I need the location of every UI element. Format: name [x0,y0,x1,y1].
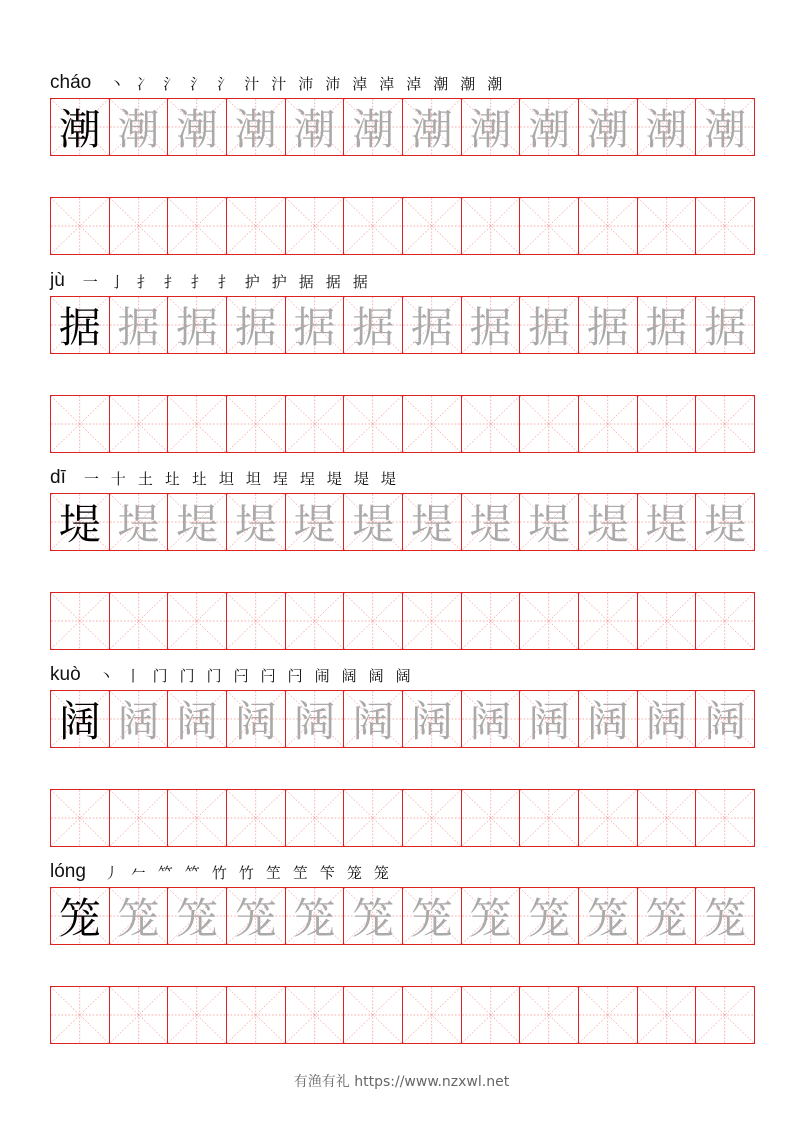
stroke-step: 氵 [190,75,206,93]
grid-cell[interactable] [168,593,227,649]
grid-cell[interactable] [696,396,754,452]
stroke-step: 堤 [353,470,369,488]
grid-cell[interactable] [344,396,403,452]
trace-character: 堤 [528,500,571,549]
grid-cell[interactable] [579,593,638,649]
trace-row [50,98,755,156]
stroke-step: 笼 [346,864,362,882]
trace-character: 笼 [293,894,336,943]
stroke-step: 扌 [163,273,179,291]
trace-row [50,887,755,945]
stroke-step: 一 [82,273,98,291]
grid-cell[interactable] [462,297,521,353]
grid-cell[interactable] [403,987,462,1043]
grid-cell[interactable] [696,790,754,846]
trace-character: 阔 [469,697,512,746]
trace-character: 堤 [469,500,512,549]
trace-character: 潮 [176,105,219,154]
trace-character: 据 [234,303,277,352]
trace-character: 堤 [293,500,336,549]
stroke-step: 土 [137,470,153,488]
grid-cell[interactable] [520,691,579,747]
pinyin: dī [50,467,66,488]
trace-character: 堤 [645,500,688,549]
grid-cell[interactable] [579,987,638,1043]
trace-character: 潮 [704,105,747,154]
grid-cell[interactable] [520,198,579,254]
trace-character: 笼 [645,894,688,943]
grid-cell[interactable] [168,99,227,155]
stroke-step: 扌 [136,273,152,291]
grid-cell[interactable] [286,691,345,747]
grid-cell[interactable] [579,99,638,155]
trace-character: 堤 [352,500,395,549]
grid-cell[interactable] [696,198,754,254]
grid-cell[interactable] [462,99,521,155]
grid-cell[interactable] [344,99,403,155]
trace-character: 潮 [234,105,277,154]
stroke-step: 丿 [103,864,119,882]
pinyin: cháo [50,72,92,93]
grid-cell[interactable] [403,198,462,254]
stroke-step: 门 [206,667,222,685]
trace-character: 据 [410,303,453,352]
stroke-step: 闩 [233,667,249,685]
pinyin: lóng [50,861,86,882]
grid-cell[interactable] [403,494,462,550]
grid-cell[interactable] [168,888,227,944]
grid-cell[interactable] [520,494,579,550]
character-block [50,664,755,847]
grid-cell[interactable] [696,297,754,353]
grid-cell[interactable] [462,494,521,550]
grid-cell[interactable] [403,593,462,649]
trace-character: 阔 [176,697,219,746]
stroke-step: 据 [352,273,368,291]
trace-character: 笼 [469,894,512,943]
grid-cell[interactable] [579,691,638,747]
stroke-step: 笁 [292,864,308,882]
grid-cell[interactable] [110,593,169,649]
grid-cell[interactable] [520,396,579,452]
grid-cell[interactable] [227,691,286,747]
stroke-step: 丶 [98,667,114,685]
grid-cell[interactable] [168,494,227,550]
grid-cell[interactable] [227,99,286,155]
grid-cell[interactable] [110,198,169,254]
grid-cell[interactable] [110,987,169,1043]
stroke-step: 潮 [487,75,503,93]
grid-cell[interactable] [403,691,462,747]
stroke-step: 门 [179,667,195,685]
stroke-order-header [50,461,400,489]
grid-cell[interactable] [462,790,521,846]
trace-character: 阔 [586,697,629,746]
stroke-step: 𥫗 [157,864,173,882]
grid-cell[interactable] [520,593,579,649]
stroke-step: 竹 [238,864,254,882]
grid-cell[interactable] [286,593,345,649]
grid-cell[interactable] [638,790,697,846]
grid-cell[interactable] [696,691,754,747]
grid-cell[interactable] [51,691,110,747]
trace-character: 堤 [117,500,160,549]
grid-cell[interactable] [51,790,110,846]
stroke-step: 𠂉 [130,864,146,882]
grid-cell[interactable] [51,888,110,944]
trace-character: 据 [528,303,571,352]
blank-practice-row [50,789,755,847]
trace-character: 潮 [117,105,160,154]
trace-character: 潮 [410,105,453,154]
trace-row [50,296,755,354]
stroke-step: 阔 [395,667,411,685]
grid-cell[interactable] [227,396,286,452]
stroke-step: 护 [271,273,287,291]
grid-cell[interactable] [51,297,110,353]
grid-cell[interactable] [638,691,697,747]
stroke-step: 闩 [260,667,276,685]
stroke-step: 沛 [325,75,341,93]
trace-character: 笼 [704,894,747,943]
character-block [50,270,755,453]
trace-character: 笼 [176,894,219,943]
blank-practice-row [50,197,755,255]
grid-cell[interactable] [696,888,754,944]
grid-cell[interactable] [520,790,579,846]
stroke-step: 埕 [299,470,315,488]
pinyin: kuò [50,664,81,685]
trace-character: 据 [176,303,219,352]
trace-character: 据 [586,303,629,352]
grid-cell[interactable] [51,99,110,155]
grid-cell[interactable] [696,593,754,649]
grid-cell[interactable] [344,198,403,254]
grid-cell[interactable] [286,494,345,550]
stroke-order-header [50,855,393,883]
trace-character: 潮 [293,105,336,154]
grid-cell[interactable] [520,987,579,1043]
trace-character: 潮 [469,105,512,154]
trace-row [50,690,755,748]
stroke-step: 沛 [298,75,314,93]
trace-character: 堤 [704,500,747,549]
grid-cell[interactable] [462,987,521,1043]
grid-cell[interactable] [579,494,638,550]
character-block [50,72,755,255]
stroke-step: 潮 [433,75,449,93]
trace-row [50,493,755,551]
stroke-step: 冫 [136,75,152,93]
trace-character: 堤 [586,500,629,549]
grid-cell[interactable] [227,888,286,944]
grid-cell[interactable] [696,99,754,155]
trace-character: 潮 [352,105,395,154]
grid-cell[interactable] [344,494,403,550]
trace-character: 据 [645,303,688,352]
stroke-order-header [50,658,415,686]
stroke-step: 坦 [245,470,261,488]
trace-character: 阔 [704,697,747,746]
footer-text: 有渔有礼 https://www.nzxwl.net [293,1074,510,1090]
grid-cell[interactable] [227,593,286,649]
stroke-step: 丨 [125,667,141,685]
trace-character: 阔 [234,697,277,746]
trace-character: 阔 [528,697,571,746]
grid-cell[interactable] [403,790,462,846]
stroke-step: 闹 [314,667,330,685]
trace-character: 堤 [176,500,219,549]
stroke-order-header [50,66,506,94]
grid-cell[interactable] [110,888,169,944]
grid-cell[interactable] [579,198,638,254]
stroke-step: 坦 [218,470,234,488]
stroke-step: 氵 [163,75,179,93]
grid-cell[interactable] [168,198,227,254]
grid-cell[interactable] [168,691,227,747]
blank-practice-row [50,986,755,1044]
grid-cell[interactable] [638,396,697,452]
stroke-step: 一 [83,470,99,488]
stroke-step: 丶 [109,75,125,93]
grid-cell[interactable] [344,790,403,846]
grid-cell[interactable] [638,593,697,649]
trace-character: 堤 [410,500,453,549]
trace-character: 阔 [117,697,160,746]
grid-cell[interactable] [462,691,521,747]
stroke-step: 堤 [380,470,396,488]
grid-cell[interactable] [403,297,462,353]
model-character: 据 [58,303,101,352]
model-character: 阔 [58,697,101,746]
grid-cell[interactable] [286,987,345,1043]
grid-cell[interactable] [286,198,345,254]
stroke-step: 淖 [352,75,368,93]
grid-cell[interactable] [110,494,169,550]
character-block [50,861,755,1044]
grid-cell[interactable] [344,987,403,1043]
grid-cell[interactable] [286,297,345,353]
grid-cell[interactable] [462,396,521,452]
grid-cell[interactable] [462,198,521,254]
grid-cell[interactable] [403,396,462,452]
trace-character: 潮 [645,105,688,154]
grid-cell[interactable] [403,888,462,944]
stroke-step: 扌 [190,273,206,291]
stroke-step: 闩 [287,667,303,685]
grid-cell[interactable] [344,593,403,649]
grid-cell[interactable] [168,396,227,452]
trace-character: 笼 [352,894,395,943]
grid-cell[interactable] [638,987,697,1043]
trace-character: 笼 [234,894,277,943]
stroke-step: 汁 [244,75,260,93]
pinyin: jù [50,270,65,291]
grid-cell[interactable] [579,888,638,944]
stroke-step: 据 [325,273,341,291]
trace-character: 据 [469,303,512,352]
grid-cell[interactable] [110,691,169,747]
trace-character: 阔 [410,697,453,746]
grid-cell[interactable] [110,790,169,846]
stroke-step: 护 [244,273,260,291]
trace-character: 据 [704,303,747,352]
grid-cell[interactable] [51,396,110,452]
stroke-step: 圵 [191,470,207,488]
grid-cell[interactable] [286,790,345,846]
stroke-step: 圵 [164,470,180,488]
trace-character: 据 [117,303,160,352]
stroke-step: 淖 [406,75,422,93]
grid-cell[interactable] [638,297,697,353]
stroke-step: 阔 [341,667,357,685]
trace-character: 据 [352,303,395,352]
trace-character: 据 [293,303,336,352]
grid-cell[interactable] [696,494,754,550]
trace-character: 笼 [586,894,629,943]
stroke-step: 亅 [109,273,125,291]
grid-cell[interactable] [344,691,403,747]
blank-practice-row [50,395,755,453]
grid-cell[interactable] [227,297,286,353]
grid-cell[interactable] [638,888,697,944]
blank-practice-row [50,592,755,650]
grid-cell[interactable] [168,297,227,353]
grid-cell[interactable] [51,593,110,649]
trace-character: 阔 [645,697,688,746]
grid-cell[interactable] [286,99,345,155]
stroke-step: 门 [152,667,168,685]
grid-cell[interactable] [638,198,697,254]
trace-character: 潮 [586,105,629,154]
grid-cell[interactable] [520,888,579,944]
trace-character: 笼 [410,894,453,943]
stroke-order-header [50,264,372,292]
grid-cell[interactable] [286,888,345,944]
trace-character: 堤 [234,500,277,549]
grid-cell[interactable] [638,99,697,155]
grid-cell[interactable] [638,494,697,550]
stroke-step: 笁 [265,864,281,882]
stroke-step: 𥫗 [184,864,200,882]
stroke-step: 潮 [460,75,476,93]
grid-cell[interactable] [696,987,754,1043]
grid-cell[interactable] [110,99,169,155]
stroke-step: 竹 [211,864,227,882]
stroke-step: 笼 [373,864,389,882]
stroke-step: 扌 [217,273,233,291]
character-block [50,467,755,650]
trace-character: 阔 [293,697,336,746]
grid-cell[interactable] [520,99,579,155]
grid-cell[interactable] [286,396,345,452]
grid-cell[interactable] [51,494,110,550]
trace-character: 笼 [117,894,160,943]
model-character: 笼 [58,894,101,943]
grid-cell[interactable] [403,99,462,155]
grid-cell[interactable] [227,494,286,550]
grid-cell[interactable] [579,396,638,452]
grid-cell[interactable] [51,987,110,1043]
stroke-step: 阔 [368,667,384,685]
grid-cell[interactable] [227,198,286,254]
grid-cell[interactable] [110,396,169,452]
grid-cell[interactable] [520,297,579,353]
grid-cell[interactable] [579,297,638,353]
stroke-step: 十 [110,470,126,488]
model-character: 潮 [58,105,101,154]
stroke-step: 据 [298,273,314,291]
trace-character: 阔 [352,697,395,746]
stroke-step: 堤 [326,470,342,488]
grid-cell[interactable] [579,790,638,846]
trace-character: 笼 [528,894,571,943]
grid-cell[interactable] [51,198,110,254]
stroke-step: 氵 [217,75,233,93]
grid-cell[interactable] [227,790,286,846]
grid-cell[interactable] [462,888,521,944]
trace-character: 潮 [528,105,571,154]
model-character: 堤 [58,500,101,549]
grid-cell[interactable] [168,790,227,846]
grid-cell[interactable] [110,297,169,353]
stroke-step: 淖 [379,75,395,93]
grid-cell[interactable] [227,987,286,1043]
grid-cell[interactable] [344,297,403,353]
stroke-step: 汁 [271,75,287,93]
stroke-step: 埕 [272,470,288,488]
stroke-step: 笇 [319,864,335,882]
grid-cell[interactable] [344,888,403,944]
grid-cell[interactable] [168,987,227,1043]
grid-cell[interactable] [462,593,521,649]
